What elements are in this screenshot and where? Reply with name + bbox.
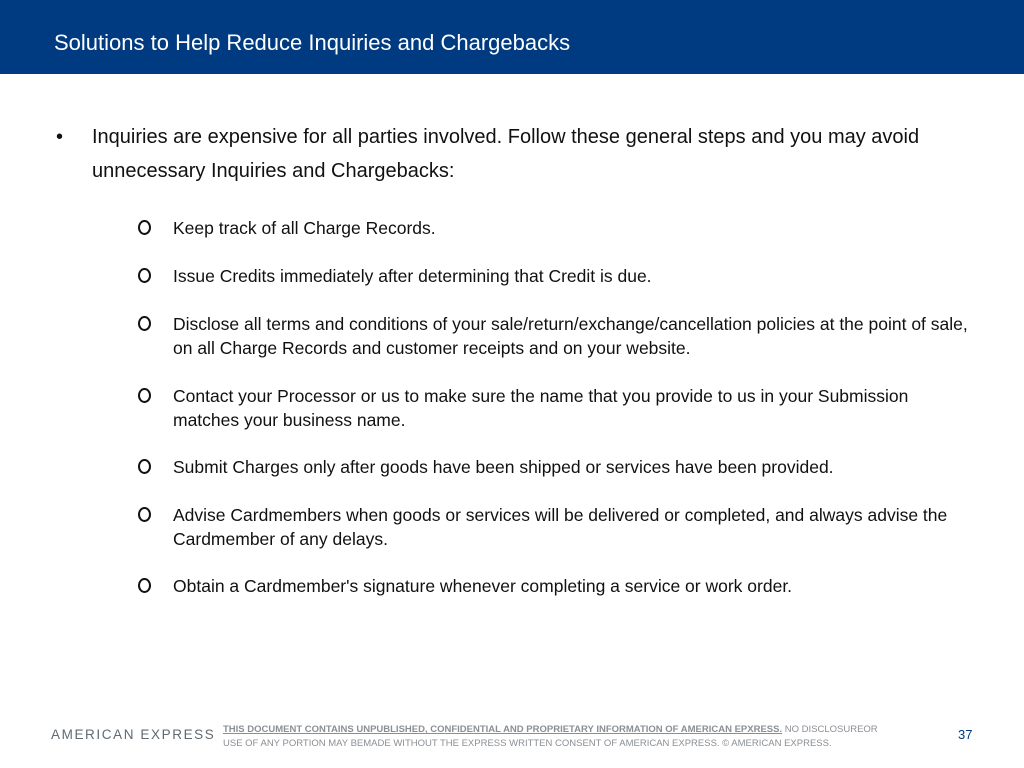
ring-bullet-icon <box>138 316 151 331</box>
confidentiality-notice <box>223 723 943 751</box>
step-text: Obtain a Cardmember's signature whenever completing a service or work order. <box>173 576 793 596</box>
slide-header <box>0 0 1024 74</box>
step-text: Contact your Processor or us to make sure the name that you provide to us in your Submission matches your business name. <box>173 386 909 430</box>
ring-bullet-icon <box>138 220 151 235</box>
confidentiality-emphasis: THIS DOCUMENT CONTAINS UNPUBLISHED, CONFIDENTIAL AND PROPRIETARY INFORMATION OF AMERICAN EPXRESS. <box>223 724 783 735</box>
step-text: Disclose all terms and conditions of your sale/return/exchange/cancellation policies at the point of sale, on all Charge Records and customer receipts and on your website. <box>173 314 968 358</box>
american-express-logo: AMERICAN EXPRESS <box>51 727 216 742</box>
ring-bullet-icon <box>138 578 151 593</box>
ring-bullet-icon <box>138 507 151 522</box>
ring-bullet-icon <box>138 268 151 283</box>
main-bullet-text: Inquiries are expensive for all parties involved. Follow these general steps and you may avoid unnecessary Inquiries and Chargebacks: <box>92 126 920 182</box>
step-text: Issue Credits immediately after determining that Credit is due. <box>173 266 652 286</box>
step-text: Keep track of all Charge Records. <box>173 218 436 238</box>
ring-bullet-icon <box>138 459 151 474</box>
step-text: Advise Cardmembers when goods or services will be delivered or completed, and always advise the Cardmember of any delays. <box>173 505 948 549</box>
bullet-icon: • <box>56 126 64 148</box>
step-text: Submit Charges only after goods have been shipped or services have been provided. <box>173 457 834 477</box>
confidentiality-line1-rest: NO DISCLOSUREOR <box>782 724 878 735</box>
confidentiality-line2: USE OF ANY PORTION MAY BEMADE WITHOUT THE EXPRESS WRITTEN CONSENT OF AMERICAN EXPRESS. © AMERICAN EXPRESS. <box>223 738 832 749</box>
page-number: 37 <box>958 727 973 742</box>
slide-title: Solutions to Help Reduce Inquiries and Chargebacks <box>54 30 571 55</box>
ring-bullet-icon <box>138 388 151 403</box>
